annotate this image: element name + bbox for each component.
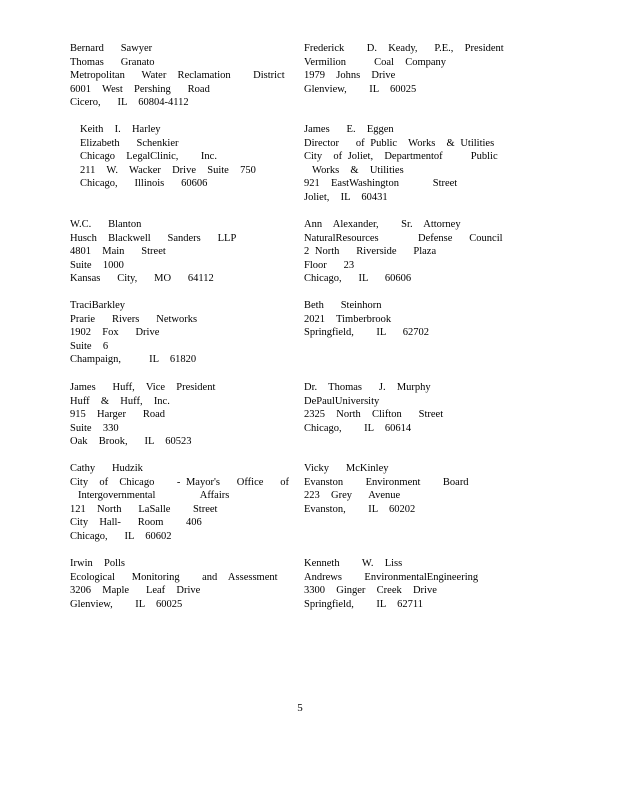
address-line: Glenview, IL 60025 — [70, 598, 183, 610]
address-line: Irwin Polls — [70, 558, 126, 569]
address-line: 223 Grey Avenue — [304, 490, 401, 502]
address-line: Springfield, IL 62702 — [304, 327, 430, 339]
address-line: 211 W. Wacker Drive Suite 750 — [80, 164, 256, 176]
address-line: 1979 Johns Drive — [304, 70, 396, 82]
address-line: Chicago, IL 60602 — [70, 530, 172, 542]
address-block-barkley — [70, 299, 310, 367]
address-line: Kenneth W. Liss — [304, 558, 403, 569]
address-block-keady — [304, 42, 544, 96]
address-block-harley — [70, 123, 320, 191]
address-line: Director of Public Works & Utilities — [304, 137, 495, 149]
address-line: Springfield, IL 62711 — [304, 598, 424, 610]
address-line: Husch Blackwell Sanders LLP — [70, 232, 237, 244]
address-block-eggen — [304, 123, 544, 205]
address-line: Suite 1000 — [70, 259, 124, 271]
address-line: Chicago, IL 60614 — [304, 422, 412, 434]
address-line: Intergovernmental Affairs — [78, 490, 230, 502]
address-line: Vicky McKinley — [304, 463, 389, 474]
address-line: W.C. Blanton — [70, 219, 142, 230]
address-line: Evanston Environment Board — [304, 476, 469, 488]
address-line: Champaign, IL 61820 — [70, 354, 197, 366]
address-line: Vermilion Coal Company — [304, 56, 447, 68]
address-line: City of Chicago - Mayor's Office of — [70, 476, 290, 488]
address-line: 2021 Timberbrook — [304, 313, 392, 325]
address-line: Ecological Monitoring and Assessment — [70, 571, 278, 583]
address-line: Metropolitan Water Reclamation District — [70, 70, 285, 82]
address-block-sawyer — [70, 42, 310, 110]
address-line: 2 North Riverside Plaza — [304, 246, 437, 258]
address-line: Thomas Granato — [70, 56, 155, 68]
address-line: James E. Eggen — [304, 124, 394, 135]
address-line: TraciBarkley — [70, 300, 126, 311]
address-line: Kansas City, MO 64112 — [70, 273, 214, 285]
address-line: City Hall- Room 406 — [70, 517, 202, 529]
address-line: Joliet, IL 60431 — [304, 191, 388, 203]
address-line: Ann Alexander, Sr. Attorney — [304, 219, 461, 230]
address-line: Floor 23 — [304, 259, 355, 271]
address-line: Oak Brook, IL 60523 — [70, 436, 192, 448]
address-line: City of Joliet, Departmentof Public — [304, 151, 498, 163]
address-line: Prarie Rivers Networks — [70, 313, 198, 325]
address-line: NaturalResources Defense Council — [304, 232, 503, 244]
address-line: Keith I. Harley — [80, 124, 161, 135]
address-line: Dr. Thomas J. Murphy — [304, 382, 431, 393]
address-line: 121 North LaSalle Street — [70, 503, 218, 515]
address-line: 4801 Main Street — [70, 246, 166, 258]
address-block-liss — [304, 557, 544, 611]
address-line: 921 EastWashington Street — [304, 178, 458, 190]
address-line: Suite 6 — [70, 340, 109, 352]
address-line: Suite 330 — [70, 422, 119, 434]
address-line: Elizabeth Schenkier — [80, 137, 179, 149]
address-block-huff — [70, 381, 310, 449]
address-line: Evanston, IL 60202 — [304, 503, 416, 515]
address-line: Glenview, IL 60025 — [304, 83, 417, 95]
page-number: 5 — [297, 702, 303, 714]
address-block-hudzik — [70, 462, 310, 544]
address-line: Frederick D. Keady, P.E., President — [304, 43, 504, 54]
address-line: Cathy Hudzik — [70, 463, 143, 474]
address-line: Beth Steinhorn — [304, 300, 382, 311]
address-line: Bernard Sawyer — [70, 43, 153, 54]
address-line: Chicago, Illinois 60606 — [80, 178, 208, 190]
address-line: DePaulUniversity — [304, 395, 380, 407]
address-line: 1902 Fox Drive — [70, 327, 160, 339]
address-block-blanton — [70, 218, 310, 286]
address-line: Chicago LegalClinic, Inc. — [80, 151, 217, 163]
address-block-alexander — [304, 218, 544, 286]
address-line: 3300 Ginger Creek Drive — [304, 585, 437, 597]
address-line: Huff & Huff, Inc. — [70, 395, 170, 407]
address-line: Works & Utilities — [312, 164, 404, 176]
address-line: 915 Harger Road — [70, 409, 165, 421]
address-line: 6001 West Pershing Road — [70, 83, 210, 95]
address-block-steinhorn — [304, 299, 544, 340]
address-block-mckinley — [304, 462, 544, 516]
address-line: 3206 Maple Leaf Drive — [70, 585, 201, 597]
address-line: Chicago, IL 60606 — [304, 273, 412, 285]
address-line: Andrews EnvironmentalEngineering — [304, 571, 479, 583]
address-line: Cicero, IL 60804-4112 — [70, 97, 189, 109]
address-block-polls — [70, 557, 310, 611]
address-line: James Huff, Vice President — [70, 382, 216, 393]
address-line: 2325 North Clifton Street — [304, 409, 444, 421]
address-block-murphy — [304, 381, 544, 435]
